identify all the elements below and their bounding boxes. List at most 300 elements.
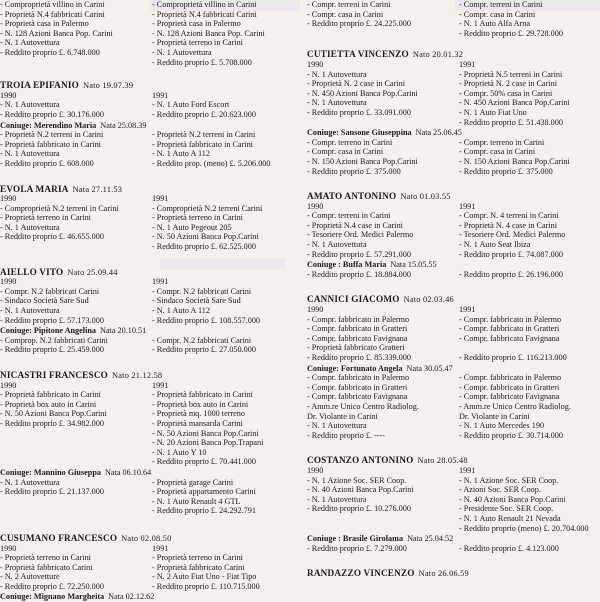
entry-1991: - Proprietà N.2 terreni in Carini (152, 130, 256, 140)
entry-1991: - Proprietà terreno in Carini (152, 38, 243, 48)
spouse-heading (0, 326, 285, 336)
entry-1991: - N. 128 Azioni Banca Pop. Carini (152, 28, 265, 38)
asset-row (0, 419, 285, 429)
entry-1990: - Compr. terreni in Carini (307, 211, 391, 221)
spouse-asset-row (0, 149, 285, 159)
birth-date: Nato 20.01.32 (412, 50, 464, 60)
entry-1990: - Compr. terreni in Carini (307, 0, 391, 9)
asset-row (307, 19, 592, 29)
spouse-heading (307, 128, 592, 138)
asset-row (0, 390, 285, 400)
entry-1990: - Compr. fabbricato Favignana (307, 333, 408, 343)
entry-1991: - Reddito proprio £. 116.213.000 (459, 353, 567, 362)
asset-row (0, 296, 285, 306)
entry-1990: - Reddito proprio £. ---- (307, 430, 385, 440)
spouse-heading (0, 592, 285, 602)
entry-1990: - Comproprietà villino in Carini (0, 0, 105, 9)
entry-1991: - Compr. N. 4 terreni in Carini (459, 211, 559, 221)
asset-row (307, 250, 592, 260)
asset-row (307, 230, 592, 240)
spouse-asset-row (307, 138, 592, 148)
spouse-asset-row (307, 373, 592, 383)
asset-row (0, 100, 285, 110)
asset-row (307, 305, 592, 315)
asset-row (0, 553, 285, 563)
spouse-birth-date: Nata 25.08.39 (100, 120, 147, 130)
entry-1990: - N. 50 Azioni Banca Pop.Carini (0, 409, 107, 419)
asset-row (307, 70, 592, 80)
asset-row (307, 108, 592, 118)
asset-row (307, 79, 592, 89)
entry-1990: - N. 1 Autovettura (307, 494, 367, 504)
entry-1990: - Reddito proprio £. 7.279.000 (307, 543, 407, 553)
entry-1991: - Proprietà box auto in Carini (152, 399, 249, 409)
entry-1991: - Reddito proprio £. 110.715.000 (152, 581, 260, 591)
entry-1991: - Compr. fabbricato in Palermo (459, 314, 562, 324)
person-record (0, 185, 285, 252)
asset-row (307, 211, 592, 221)
entry-1991: - N. 1 Azione Soc. SER Coop. (459, 475, 559, 485)
spouse-asset-row (307, 147, 592, 157)
person-name (0, 81, 285, 91)
spouse-heading (0, 121, 285, 131)
entry-1990: - N. 1 Autovettura (307, 240, 367, 250)
asset-row (307, 353, 592, 363)
asset-row (0, 306, 285, 316)
entry-1991: - Proprietà N.5 terreni in Carini (459, 69, 563, 79)
entry-1990 (307, 514, 459, 524)
entry-1990: - N. 1 Autovettura (0, 306, 60, 316)
spouse-asset-row (0, 130, 285, 140)
spouse-asset-row (307, 270, 592, 280)
entry-1990: - Reddito proprio £. 375.000 (307, 166, 401, 176)
entry-1990: - Comprop. N.2 fabbricati Carini (0, 335, 108, 345)
entry-1990: - Proprietà terreno in Carini (0, 553, 91, 563)
entry-1991: - Proprietà N.4 fabbricati Carini (152, 9, 257, 19)
entry-1990: - Proprietà terreno in Carini (0, 213, 91, 223)
entry-1991: - Compr. casa in Carini (459, 9, 536, 19)
entry-1991: - N. 1 Auto Alfa Arna (459, 19, 530, 29)
entry-1990 (307, 118, 459, 128)
spouse-birth-date: Nata 02.12.62 (108, 592, 155, 602)
entry-1991: - N. 1 Auto Seat Ibiza (459, 240, 531, 250)
person-name-text: CANNICI GIACOMO (307, 294, 400, 305)
spouse-asset-row (0, 478, 285, 488)
entry-1990: - Proprietà box auto in Carini (0, 399, 97, 409)
entry-1990: Dr. Violante in Carini (307, 411, 378, 421)
person-name-text: COSTANZO ANTONINO (307, 455, 414, 466)
entry-1991: - Proprietà terreno in Carini (152, 213, 243, 223)
spouse-birth-date: Nata 25.06.45 (415, 128, 462, 138)
entry-1991: - Proprietà N. 2 case in Carini (459, 79, 557, 89)
asset-row (0, 457, 285, 467)
asset-row (307, 10, 592, 20)
entry-1990: - Reddito proprio £. 34.982.000 (0, 418, 104, 428)
entry-1990: - Reddito proprio £. 6.748.000 (0, 47, 100, 57)
entry-1991: Dr. Violante in Carini (459, 411, 530, 421)
spouse-name: Coniuge: Pipitone Angelina (0, 326, 96, 336)
spouse-asset-row (0, 140, 285, 150)
asset-row (0, 91, 285, 101)
entry-1990: 1990 (0, 277, 17, 287)
entry-1990: - N. 1 Autovettura (0, 38, 60, 48)
entry-1991: - Compr. fabbricato in Gratteri (459, 382, 560, 392)
birth-date: Nato 01.03.55 (400, 192, 451, 202)
entry-1991: - Proprietà appartamento Carini (152, 487, 256, 497)
person-record (0, 81, 285, 168)
entry-1991: 1991 (152, 380, 169, 390)
entry-1991: - Compr. fabbricato in Palermo (459, 373, 562, 383)
person-name (307, 192, 592, 202)
asset-row (0, 204, 285, 214)
entry-1990: - Reddito proprio £. 85.339.000 (307, 353, 411, 362)
spouse-asset-row (307, 392, 592, 402)
entry-1991: - N. 50 Azioni Banca Pop.Carini (152, 428, 259, 438)
asset-row (307, 98, 592, 108)
entry-1991: - Comproprietà N.2 terreni Carini (152, 203, 263, 213)
entry-1991: - Reddito proprio £. 20.623.000 (152, 109, 256, 119)
asset-row (307, 60, 592, 70)
entry-1990: 1990 (0, 380, 17, 390)
entry-1991: - Tesoriere Ord. Medici Palermo (459, 230, 566, 240)
entry-1990: - Tesoriere Ord. Medici Palermo (307, 230, 414, 240)
asset-row (307, 118, 592, 128)
entry-1990: - Compr. fabbricato in Gratteri (307, 324, 408, 334)
spouse-asset-row (0, 506, 285, 516)
person-name-text: EVOLA MARIA (0, 183, 69, 194)
spouse-asset-row (307, 383, 592, 393)
asset-row (307, 495, 592, 505)
entry-1991: - N. 50 Azioni Banca Pop.Carini (152, 232, 259, 242)
spouse-birth-date: Nata 25.04.52 (407, 534, 454, 544)
entry-1990: - N. 2 Autovetture (0, 572, 60, 582)
entry-1990 (0, 506, 152, 516)
entry-1991: - Proprietà mq. 1000 terreno (152, 409, 245, 419)
asset-row (307, 524, 592, 534)
entry-1990: - Reddito proprio £. 33.091.000 (307, 107, 411, 117)
entry-1990: 1990 (307, 305, 324, 315)
entry-1990: - N. 1 Autovettura (0, 477, 60, 487)
entry-1990: - Reddito proprio £. 24.225.000 (307, 19, 411, 29)
entry-1990: - Reddito proprio £. 25.459.000 (0, 345, 104, 355)
entry-1991: - Reddito proprio £. 29.728.000 (459, 28, 563, 38)
entry-1991: - Proprietà terreno in Carini (152, 553, 243, 563)
asset-row (307, 0, 592, 10)
entry-1990: - N. 1 Autovettura (0, 222, 60, 232)
spouse-asset-row (307, 402, 592, 412)
entry-1990: - N. 1 Autovettura (0, 149, 60, 159)
right-column (307, 0, 592, 579)
entry-1991: - Reddito proprio £. 62.525.000 (152, 242, 256, 252)
entry-1991: - Reddito proprio £. 51.438.000 (459, 117, 563, 127)
entry-1991: - Compr. fabbricato Favignana (459, 392, 560, 402)
entry-1991: - Reddito proprio £. 26.196.000 (459, 269, 563, 279)
entry-1990: - Sindaco Società Sare Sud (0, 296, 89, 306)
entry-1991: - N. 1 Auto Pegeout 205 (152, 222, 232, 232)
entry-1991: - N. 1 Autovettura (152, 47, 212, 57)
asset-row (0, 213, 285, 223)
person-name (307, 569, 592, 579)
birth-date: Nata 27.11.53 (72, 184, 123, 194)
spouse-asset-row (307, 431, 592, 441)
asset-row (307, 334, 592, 344)
asset-row (307, 324, 592, 334)
asset-row (307, 240, 592, 250)
asset-row (0, 438, 285, 448)
entry-1991: - Compr. N.2 fabbricati Carini (152, 286, 252, 296)
asset-row (0, 0, 285, 10)
entry-1991: 1991 (152, 90, 169, 100)
spouse-asset-row (0, 345, 285, 355)
person-name (307, 456, 592, 466)
entry-1991: - Proprietà fabbricato in Carini (152, 139, 253, 149)
entry-1991: - Compr. 50% casa in Carini (459, 88, 553, 98)
entry-1991: - Compr. terreni in Carini (459, 0, 543, 9)
person-name-text: TROIA EPIFANIO (0, 80, 79, 91)
spouse-birth-date: Nata 06.10.64 (105, 467, 152, 477)
entry-1991: - Azioni Soc. SER Coop. (459, 485, 541, 495)
spouse-asset-row (0, 497, 285, 507)
entry-1990: - N. 128 Azioni Banca Pop. Carini (0, 28, 113, 38)
entry-1991: 1991 (152, 194, 169, 204)
asset-row (0, 242, 285, 252)
entry-1991 (459, 343, 591, 353)
entry-1990: - N. 1 Azione Soc. SER Coop. (307, 475, 407, 485)
entry-1991: 1991 (459, 465, 476, 475)
entry-1991: - N. 1 Auto A 112 (152, 149, 210, 159)
entry-1990: - Reddito proprio £. 72.250.000 (0, 581, 104, 591)
entry-1991: - Comproprietà villino in Carini (152, 0, 257, 9)
spouse-name: Coniuge: Mignano Margheita (0, 592, 105, 602)
asset-row (307, 221, 592, 231)
birth-date: Nato 26.06.59 (418, 569, 469, 579)
asset-row (0, 429, 285, 439)
spouse-asset-row (0, 336, 285, 346)
entry-1990 (0, 429, 152, 439)
entry-1990: - Proprietà fabbricato in Carini (0, 390, 101, 400)
entry-1990: - Proprietà fabbricato in Carini (0, 139, 101, 149)
asset-row (307, 89, 592, 99)
spouse-birth-date: Nata 30.05.47 (406, 363, 453, 373)
person-name-text: AMATO ANTONINO (307, 191, 397, 202)
person-name (0, 371, 285, 381)
entry-1991: - Reddito proprio £. 70.441.000 (152, 457, 256, 467)
entry-1990 (0, 457, 152, 467)
asset-row (0, 287, 285, 297)
entry-1990: - N. 1 Autovettura (307, 98, 367, 108)
entry-1990: - Compr. fabbricato Favignana (307, 392, 408, 402)
entry-1991: - N. 1 Auto Y 10 (152, 447, 207, 457)
entry-1991: - Compr. fabbricato Favignana (459, 333, 560, 343)
entry-1990: - N. 40 Azioni Banca Pop.Carini (307, 485, 414, 495)
person-name-text: NICASTRI FRANCESCO (0, 370, 108, 380)
asset-row (307, 315, 592, 325)
entry-1990 (0, 497, 152, 507)
entry-1990: - Reddito proprio £. 57.173.000 (0, 315, 104, 325)
asset-row (0, 277, 285, 287)
asset-row (0, 400, 285, 410)
spouse-name: Coniuge : Buffa Maria (307, 260, 387, 270)
asset-row (307, 504, 592, 514)
asset-row (0, 110, 285, 120)
person-record (0, 534, 285, 602)
entry-1990: - Compr. casa in Carini (307, 9, 384, 19)
spouse-asset-row (0, 487, 285, 497)
birth-date: Nato 28.05.48 (417, 456, 468, 466)
asset-row (0, 19, 285, 29)
person-record (307, 295, 592, 440)
asset-row (307, 514, 592, 524)
left-column (0, 0, 285, 602)
entry-1990 (0, 242, 152, 252)
entry-1991: - N. 20 Azioni Banca Pop.Trapani (152, 438, 264, 448)
spouse-name: Coniuge : Brasile Girolama (307, 534, 404, 544)
entry-1990: - Reddito proprio £. 608.000 (0, 158, 94, 168)
asset-row (0, 58, 285, 68)
entry-1991: - N. 1 Auto Ford Escort (152, 100, 230, 110)
person-name (0, 185, 285, 195)
entry-1991: - Reddito proprio £. 24.292.791 (152, 506, 256, 516)
person-name-text: RANDAZZO VINCENZO (307, 568, 415, 579)
entry-1990: - Comproprietà N.2 terreni in Carini (0, 203, 119, 213)
person-name-text: AIELLO VITO (0, 266, 64, 277)
entry-1990: 1990 (307, 201, 324, 211)
asset-row (0, 10, 285, 20)
person-record (307, 456, 592, 553)
entry-1990: - N. 150 Azioni Banca Pop.Carini (307, 156, 418, 166)
spouse-birth-date: Nata 15.05.55 (390, 260, 437, 270)
asset-row (0, 38, 285, 48)
spouse-asset-row (307, 167, 592, 177)
entry-1991: - N. 1 Auto Mercedes 190 (459, 421, 545, 431)
asset-row (0, 448, 285, 458)
entry-1991: 1991 (459, 59, 476, 69)
asset-row (0, 316, 285, 326)
spouse-heading (307, 260, 592, 270)
spouse-name: Coniuge: Fortunato Angela (307, 363, 403, 373)
entry-1990 (0, 58, 152, 68)
person-record (307, 192, 592, 279)
person-name-text: CUTIETTA VINCENZO (307, 49, 409, 60)
person-name (307, 50, 592, 60)
entry-1990: - Amm.re Unico Centro Radiolog. (307, 401, 419, 411)
asset-row (307, 202, 592, 212)
entry-1990: - N. 1 Autovettura (307, 69, 367, 79)
spouse-heading (307, 364, 592, 374)
entry-1991: - Proprietà mansarda Carini (152, 418, 243, 428)
entry-1991: - Reddito proprio £. 74.087.000 (459, 249, 563, 259)
entry-1991: - N. 150 Azioni Banca Pop.Carini (459, 156, 570, 166)
person-name (0, 534, 285, 544)
spouse-asset-row (0, 159, 285, 169)
entry-1991: - Reddito proprio £. 108.557.000 (152, 315, 261, 325)
asset-row (0, 48, 285, 58)
entry-1990: 1990 (0, 543, 17, 553)
entry-1990: - Reddito proprio £. 57.291.000 (307, 249, 411, 259)
entry-1991: - Compr. N.2 fabbricati Carini (152, 335, 252, 345)
birth-date: Nato 02.08.50 (121, 533, 172, 543)
asset-row (0, 223, 285, 233)
entry-1990: - Proprietà fabbricato Carini (0, 562, 93, 572)
spouse-asset-row (307, 157, 592, 167)
entry-1990: - Proprietà N. 2 case in Carini (307, 79, 405, 89)
person-name-text: CUSUMANO FRANCESCO (0, 532, 118, 543)
entry-1991: - N. 40 Azioni Banca Pop.Carini (459, 494, 566, 504)
spouse-name: Coniuge: Merendino Maria (0, 120, 97, 130)
entry-1990: - Proprietà fabbricato Gratteri (307, 343, 405, 353)
entry-1990: - Compr. fabbricato in Palermo (307, 314, 410, 324)
person-name (307, 295, 592, 305)
entry-1990: - Proprietà N.2 terreni in Carini (0, 130, 104, 140)
entry-1991: - Presidente Soc. SER Coop. (459, 504, 554, 514)
asset-row (0, 544, 285, 554)
spouse-name: Coniuge: Sansone Giuseppina (307, 128, 412, 138)
entry-1991: - Amm.re Unico Centro Radiolog. (459, 401, 571, 411)
entry-1991: - Reddito proprio £. 27.050.000 (152, 345, 256, 355)
spouse-heading (0, 468, 285, 478)
entry-1990: - Compr. terreno in Carini (307, 137, 393, 147)
entry-1990: - Reddito proprio £. 18.884.000 (307, 269, 411, 279)
entry-1991: - Reddito proprio £. 5.708.000 (152, 57, 252, 67)
asset-row (307, 343, 592, 353)
entry-1991: - Reddito proprio £. 4.123.000 (459, 543, 559, 553)
entry-1991: - N. 1 Auto A 112 (152, 306, 210, 316)
asset-row (0, 381, 285, 391)
entry-1990: 1990 (0, 194, 17, 204)
entry-1990: - Proprietà N.4 case in Carini (307, 220, 403, 230)
entry-1990: - Compr. N.2 fabbricati Carini (0, 286, 100, 296)
entry-1990: - Reddito proprio £. 21.137.000 (0, 487, 104, 497)
person-record (307, 50, 592, 176)
entry-1991: - N. 1 Auto Renault 21 Nevada (459, 513, 561, 523)
entry-1991: 1991 (152, 543, 169, 553)
person-record (0, 268, 285, 355)
entry-1990: - Reddito proprio £. 10.276.000 (307, 504, 411, 514)
asset-row (0, 194, 285, 204)
entry-1991: 1991 (459, 201, 476, 211)
asset-row (307, 466, 592, 476)
spouse-asset-row (307, 544, 592, 554)
entry-1990: 1990 (0, 90, 17, 100)
entry-1991: - Reddito proprio £. 30.714.000 (459, 430, 563, 440)
birth-date: Nato 21.12.58 (112, 371, 163, 380)
entry-1990: - Reddito proprio £. 30.176.000 (0, 109, 104, 119)
spouse-heading (307, 534, 592, 544)
entry-1991: 1991 (459, 305, 476, 315)
entry-1991: 1991 (152, 277, 169, 287)
spouse-asset-row (307, 412, 592, 422)
entry-1991: - Reddito proprio £. 375.000 (459, 166, 553, 176)
entry-1990: - Compr. fabbricato in Gratteri (307, 382, 408, 392)
entry-1991: - Proprietà fabbricato Carini (152, 562, 245, 572)
entry-1991: - N. 2 Auto Fiat Uno - Fiat Tipo (152, 572, 257, 582)
entry-1990: - Reddito proprio £. 46.655.000 (0, 232, 104, 242)
entry-1990: - Proprietà casa in Palermo (0, 19, 89, 29)
entry-1990: - N. 450 Azioni Banca Pop.Carini (307, 88, 418, 98)
entry-1991: - Reddito proprio (meno) £. 20.704.000 (459, 523, 589, 533)
asset-row (307, 476, 592, 486)
entry-1990 (0, 438, 152, 448)
entry-1991: - N. 1 Auto Fiat Uno (459, 107, 527, 117)
carryover-entries (0, 0, 285, 67)
entry-1991: - Compr. fabbricato in Gratteri (459, 324, 560, 334)
entry-1990: - N. 1 Autovettura (307, 421, 367, 431)
birth-date: Nato 25.09.44 (67, 267, 118, 277)
asset-row (0, 582, 285, 592)
entry-1990: - Compr. casa in Carini (307, 147, 384, 157)
entry-1991: - Compr. casa in Carini (459, 147, 536, 157)
asset-row (307, 29, 592, 39)
